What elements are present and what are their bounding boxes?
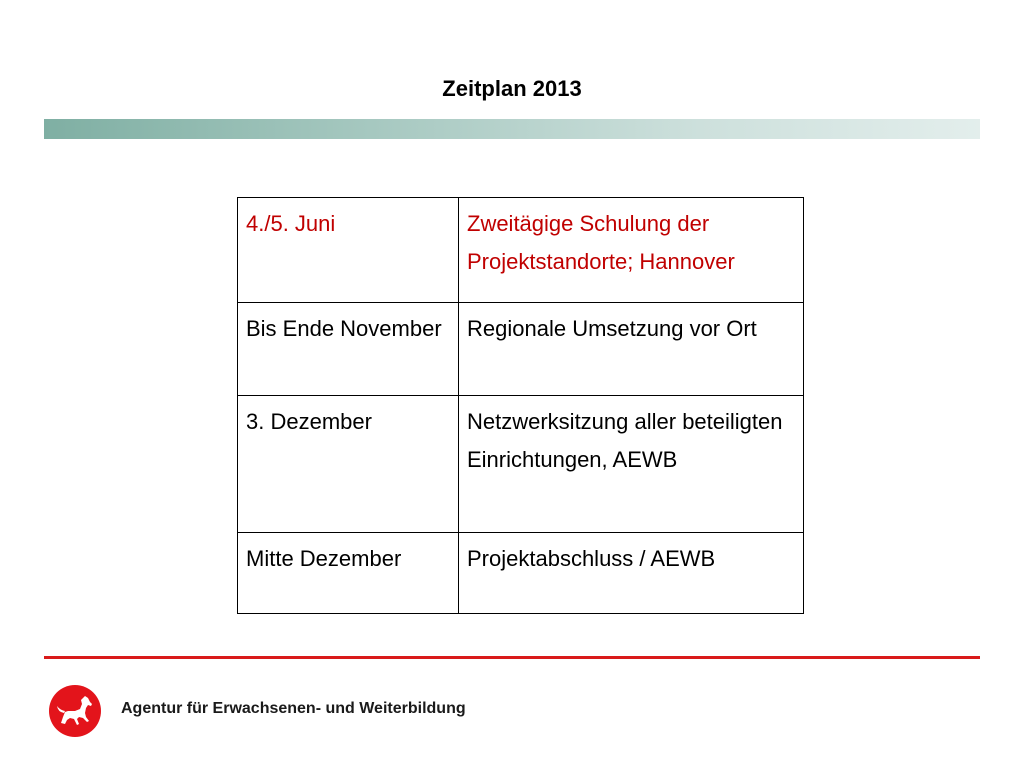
- footer-divider: [44, 656, 980, 659]
- organization-name: Agentur für Erwachsenen- und Weiterbildung: [121, 700, 466, 717]
- schedule-row: [238, 396, 804, 533]
- schedule-description: Projektabschluss / AEWB: [459, 533, 804, 614]
- schedule-description: Netzwerksitzung aller beteiligten Einrichtungen, AEWB: [459, 396, 804, 533]
- schedule-description: Zweitägige Schulung der Projektstandorte; Hannover: [459, 198, 804, 303]
- schedule-row: [238, 198, 804, 303]
- lower-saxony-horse-icon: [48, 684, 102, 738]
- title-gradient-bar: [44, 119, 980, 139]
- schedule-date: Bis Ende November: [238, 303, 459, 396]
- schedule-row: [238, 303, 804, 396]
- schedule-date: 4./5. Juni: [238, 198, 459, 303]
- schedule-date: Mitte Dezember: [238, 533, 459, 614]
- schedule-description: Regionale Umsetzung vor Ort: [459, 303, 804, 396]
- schedule-date: 3. Dezember: [238, 396, 459, 533]
- schedule-row: [238, 533, 804, 614]
- slide-title: Zeitplan 2013: [442, 76, 582, 101]
- schedule-table: [237, 197, 804, 614]
